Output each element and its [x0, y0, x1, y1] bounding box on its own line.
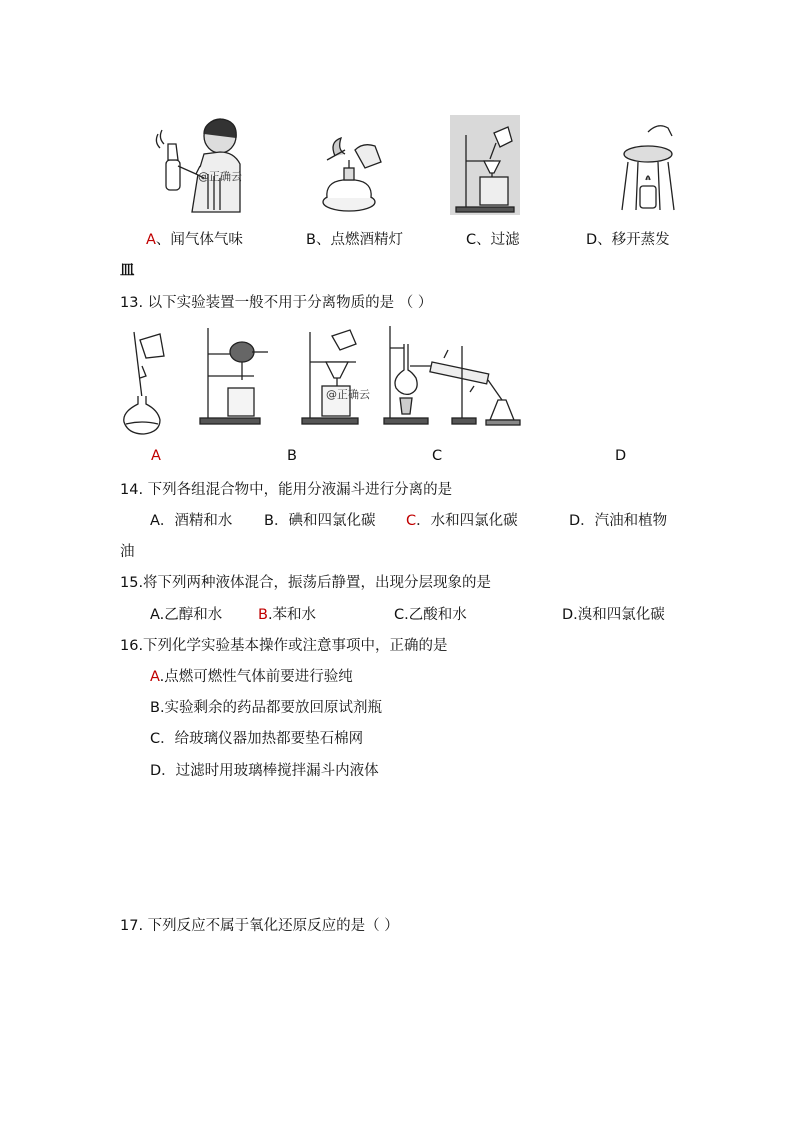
q15-option-a-letter: A — [150, 607, 160, 623]
q14-option-b — [264, 509, 375, 530]
q16-option-a-letter: A — [150, 669, 160, 685]
q15-option-c-text: .乙酸和水 — [404, 607, 467, 623]
q16-option-c — [150, 727, 363, 748]
q12-option-d — [586, 228, 670, 249]
q12-option-a-text: 、闻气体气味 — [155, 232, 243, 248]
q14-option-a-text: ．酒精和水 — [159, 513, 233, 529]
q12-watermark: @正确云 — [198, 170, 242, 183]
q14-wrap-text: 油 — [120, 544, 135, 560]
q14-option-c-text: ．水和四氯化碳 — [416, 513, 518, 529]
q16-option-c-text: ．给玻璃仪器加热都要垫石棉网 — [160, 731, 364, 747]
q15-option-c — [394, 603, 467, 624]
q15-option-a — [150, 603, 222, 624]
q17-stem: 17. 下列反应不属于氧化还原反应的是（ ） — [120, 918, 399, 934]
q15-option-b-letter: B — [258, 607, 268, 623]
q13-label-d: D — [615, 448, 627, 464]
q13-stem: 13. 以下实验装置一般不用于分离物质的是 （ ） — [120, 295, 433, 311]
figure-light-lamp — [315, 136, 389, 216]
q16-option-d — [150, 759, 379, 780]
figure-evaporating-dish — [618, 122, 682, 214]
q12-option-a-letter: A — [146, 232, 156, 248]
q15-option-d — [562, 603, 665, 624]
q15-option-c-letter: C — [394, 607, 405, 623]
q15-option-b — [258, 603, 316, 624]
q16-option-b-text: .实验剩余的药品都要放回原试剂瓶 — [159, 700, 383, 716]
figure-apparatus-c — [300, 326, 366, 426]
q13-label-c: C — [432, 448, 443, 464]
figure-apparatus-a — [120, 326, 168, 436]
q13-watermark: @正确云 — [326, 388, 370, 401]
q15-option-d-text: .溴和四氯化碳 — [573, 607, 665, 623]
q12-option-b-letter: B — [306, 232, 316, 248]
q14-option-c-letter: C — [406, 513, 417, 529]
q16-option-b — [150, 696, 382, 717]
q16-option-a — [150, 665, 353, 686]
q12-wrap-text: 皿 — [120, 263, 135, 279]
q15-option-a-text: .乙醇和水 — [159, 607, 223, 623]
q14-option-c — [406, 509, 518, 530]
figure-apparatus-d — [382, 324, 522, 428]
q13-label-b: B — [287, 448, 297, 464]
q14-option-d-letter: D — [569, 513, 581, 529]
q12-option-c-text: 、过滤 — [476, 232, 520, 248]
figure-smell-gas — [148, 114, 248, 216]
q15-option-d-letter: D — [562, 607, 574, 623]
figure-apparatus-b — [198, 326, 274, 426]
q12-option-c — [466, 228, 520, 249]
q12-option-b-text: 、点燃酒精灯 — [315, 232, 403, 248]
q14-option-a — [150, 509, 232, 530]
q15-stem: 15.将下列两种液体混合，振荡后静置，出现分层现象的是 — [120, 575, 492, 591]
q12-option-b — [306, 228, 403, 249]
q14-option-d-text: ．汽油和植物 — [580, 513, 668, 529]
q14-option-d — [569, 509, 667, 530]
q12-option-d-letter: D — [586, 232, 598, 248]
q12-option-d-text: 、移开蒸发 — [597, 232, 670, 248]
q12-option-a — [146, 228, 243, 249]
q14-option-a-letter: A — [150, 513, 160, 529]
figure-filtration — [450, 115, 520, 215]
q16-option-d-text: ．过滤时用玻璃棒搅拌漏斗内液体 — [161, 763, 379, 779]
q16-stem: 16.下列化学实验基本操作或注意事项中，正确的是 — [120, 638, 448, 654]
q16-option-d-letter: D — [150, 763, 162, 779]
q13-label-a: A — [151, 448, 161, 464]
q16-option-c-letter: C — [150, 731, 161, 747]
q16-option-b-letter: B — [150, 700, 160, 716]
q16-option-a-text: .点燃可燃性气体前要进行验纯 — [159, 669, 353, 685]
q15-option-b-text: .苯和水 — [267, 607, 317, 623]
q14-option-b-text: ．碘和四氯化碳 — [273, 513, 376, 529]
q12-option-c-letter: C — [466, 232, 477, 248]
q14-stem: 14. 下列各组混合物中，能用分液漏斗进行分离的是 — [120, 482, 453, 498]
q14-option-b-letter: B — [264, 513, 274, 529]
